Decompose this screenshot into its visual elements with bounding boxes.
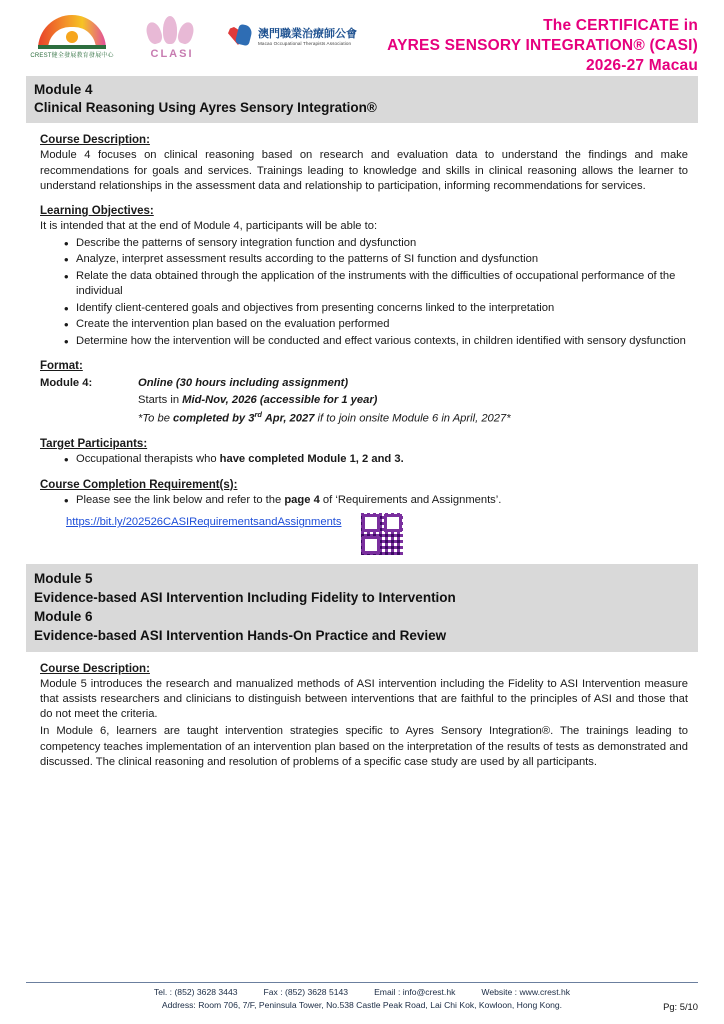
module-6-paragraph: In Module 6, learners are taught intervention strategies specific to Ayres Sensory Integration®. The trainings leading to competency teaches implementation of an intervention plan based on the interpretation of the results of tests as demonstrated and discussed. The clinical reasoning and resolution of problems of a specific case study are used by all participants. — [40, 725, 688, 768]
module-4-band — [26, 76, 698, 123]
clasi-logo-label: CLASI — [150, 48, 194, 60]
table-row — [40, 392, 688, 409]
module-4-target-participants-heading: Target Participants: — [40, 438, 148, 451]
list-item — [66, 493, 688, 508]
crest-logo-label: CREST健全發展教育發展中心 — [30, 53, 114, 59]
requirements-link-row — [40, 512, 688, 556]
format-start-value: Mid-Nov, 2026 (accessible for 1 year) — [182, 393, 378, 406]
module-4-format-heading: Format: — [40, 359, 83, 372]
module-5-6-course-description-heading: Course Description: — [40, 662, 150, 675]
module-4-subtitle: Clinical Reasoning Using Ayres Sensory Integration® — [34, 100, 377, 116]
completion-bullet-bold: page 4 — [284, 493, 320, 506]
module-4-completion-list — [40, 493, 688, 508]
footer-divider — [26, 982, 698, 983]
qr-code-icon — [360, 512, 404, 556]
format-deadline-bold: completed by 3 — [173, 412, 255, 425]
module-6-title: Module 6 — [34, 609, 93, 625]
module-4-completion-heading: Course Completion Requirement(s): — [40, 478, 238, 491]
moeta-logo — [226, 23, 357, 51]
format-deadline-sup: rd — [254, 409, 262, 419]
page-header — [26, 0, 698, 74]
module-4-course-description-heading: Course Description: — [40, 134, 150, 147]
module-4-body — [26, 134, 698, 556]
module-6-subtitle: Evidence-based ASI Intervention Hands-On Practice and Review — [34, 628, 447, 644]
moeta-logo-label-en: Macao Occupational Therapists Association — [258, 40, 352, 46]
footer-fax: Fax : (852) 3628 5143 — [263, 987, 349, 998]
list-item: • Create the intervention plan based on the evaluation performed — [66, 317, 688, 332]
target-bullet-pre: Occupational therapists who — [76, 453, 220, 466]
footer-tel: Tel. : (852) 3628 3443 — [153, 987, 238, 998]
footer-email: Email : info@crest.hk — [374, 987, 456, 998]
format-deadline-post: if to join onsite Module 6 in April, 2027* — [314, 412, 511, 425]
completion-bullet-post: of ‘Requirements and Assignments’. — [319, 493, 502, 506]
list-item: • Analyze, interpret assessment results according to the patterns of SI function and dysfunction — [66, 252, 688, 267]
clasi-logo — [132, 14, 212, 60]
title-line-2: AYRES SENSORY INTEGRATION® (CASI) — [387, 36, 698, 54]
heart-hand-icon — [226, 23, 254, 51]
crest-logo — [26, 15, 118, 59]
format-start-prefix: Starts in — [138, 393, 183, 406]
module-4-learning-objectives-intro: It is intended that at the end of Module 4, participants will be able to: — [40, 220, 378, 233]
module-5-paragraph: Module 5 introduces the research and manualized methods of ASI intervention including the Fidelity to ASI Intervention measure that assists researchers and clinicians to distinguish between interventions that are faithful to the principles of ASI and those that do not meet the criteria. — [40, 677, 688, 721]
logo-group — [26, 10, 357, 60]
module-4-learning-objectives-list — [40, 236, 688, 349]
module-5-subtitle: Evidence-based ASI Intervention Including Fidelity to Intervention — [34, 590, 456, 606]
footer-contact-line — [26, 986, 698, 999]
page-number: Pg: 5/10 — [663, 1001, 698, 1012]
table-row — [40, 375, 688, 392]
clasi-logo-icon — [143, 14, 201, 50]
module-4-course-description: Module 4 focuses on clinical reasoning based on research and evaluation data to understand the findings and make recommendations for goals and services. Trainings leading to knowledge and skills in clinical reasoning allows the learner to understand relationships in the assessment data and relationship to participation, informing recommendations for services. — [40, 149, 688, 192]
module-5-6-body — [26, 663, 698, 770]
list-item — [66, 452, 688, 467]
list-item: • Determine how the intervention will be conducted and effect various contexts, in children identified with sensory dysfunction — [66, 334, 688, 349]
format-row-label: Module 4: — [40, 376, 93, 389]
title-line-3: 2026-27 Macau — [585, 56, 698, 74]
list-item: • Describe the patterns of sensory integration function and dysfunction — [66, 236, 688, 251]
module-4-target-participants-list — [40, 452, 688, 467]
list-item: • Identify client-centered goals and objectives from presenting concerns linked to the interpretation — [66, 301, 688, 316]
completion-bullet-pre: Please see the link below and refer to the — [76, 493, 285, 506]
table-row — [40, 409, 688, 428]
format-online-value: Online (30 hours including assignment) — [138, 376, 349, 389]
footer-address: Address: Room 706, 7/F, Peninsula Tower, No.538 Castle Peak Road, Lai Chi Kok, Kowloon, Hong Kong. — [161, 1000, 563, 1011]
list-item: • Relate the data obtained through the application of the instruments with the difficulties of occupational performance of the individual — [66, 269, 688, 300]
module-5-title: Module 5 — [34, 571, 93, 587]
module-4-learning-objectives-heading: Learning Objectives: — [40, 205, 154, 218]
title-line-1: The CERTIFICATE in — [543, 17, 698, 34]
footer-website: Website : www.crest.hk — [481, 987, 571, 998]
format-deadline-bold2: Apr, 2027 — [262, 412, 315, 425]
module-4-format-table — [40, 375, 688, 427]
crest-logo-icon — [34, 15, 110, 49]
moeta-logo-label-cn: 澳門職業治療師公會 — [258, 28, 357, 41]
requirements-link[interactable]: https://bit.ly/202526CASIRequirementsandAssignments — [66, 516, 342, 529]
page-title — [387, 10, 698, 75]
target-bullet-bold: have completed Module 1, 2 and 3. — [219, 453, 404, 466]
format-deadline-prefix: *To be — [138, 412, 174, 425]
page-footer — [26, 982, 698, 1012]
module-4-title: Module 4 — [34, 82, 93, 97]
module-5-6-band — [26, 564, 698, 652]
